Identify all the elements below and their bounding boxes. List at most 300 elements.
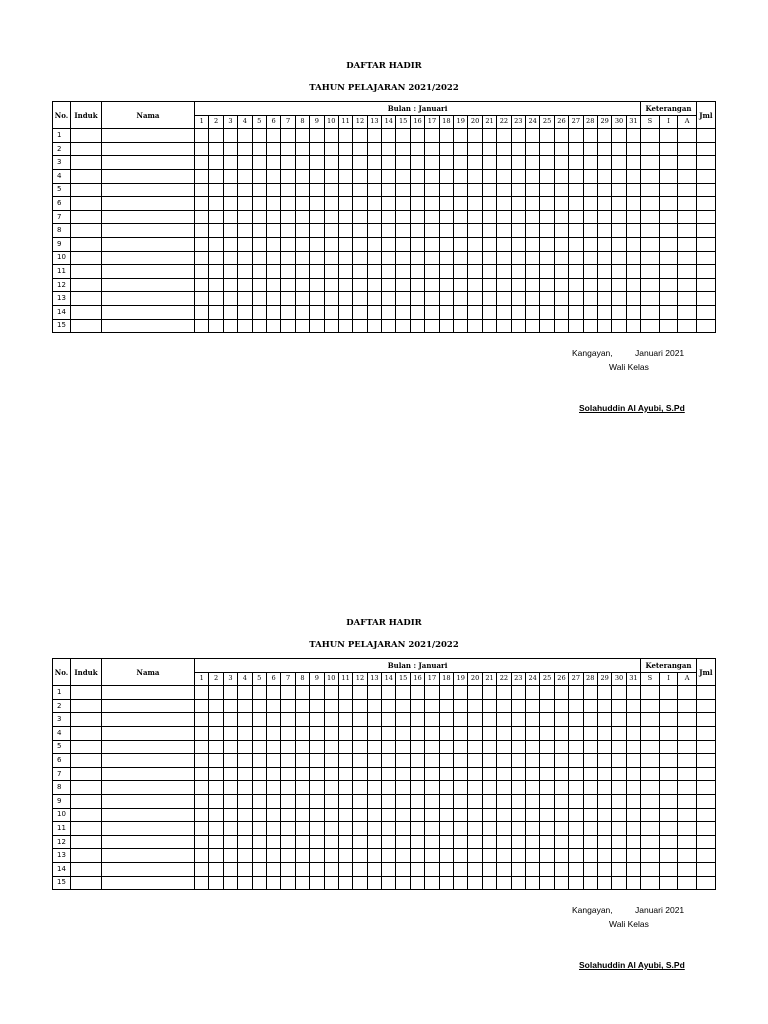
table-cell: [71, 794, 102, 808]
table-cell: [597, 129, 611, 143]
table-cell: [439, 183, 453, 197]
table-cell: [281, 319, 295, 333]
table-cell: [612, 197, 626, 211]
header-induk: Induk: [71, 102, 102, 129]
table-cell: [324, 794, 338, 808]
table-cell: [583, 251, 597, 265]
table-cell: [238, 767, 252, 781]
table-cell: [238, 849, 252, 863]
table-cell: [238, 183, 252, 197]
table-cell: [641, 781, 660, 795]
table-row: [53, 822, 716, 836]
table-cell: [468, 265, 482, 279]
table-cell: [367, 129, 381, 143]
header-day: 12: [353, 672, 367, 686]
table-cell: [195, 808, 209, 822]
header-day: 10: [324, 115, 338, 129]
table-cell: [696, 754, 715, 768]
table-cell: [295, 767, 309, 781]
row-number: 6: [53, 197, 71, 211]
table-cell: [454, 862, 468, 876]
table-cell: [482, 781, 496, 795]
table-cell: [195, 849, 209, 863]
table-cell: [497, 699, 511, 713]
table-cell: [439, 156, 453, 170]
table-cell: [439, 319, 453, 333]
table-cell: [410, 740, 424, 754]
table-cell: [659, 767, 678, 781]
table-cell: [554, 862, 568, 876]
table-cell: [482, 197, 496, 211]
table-cell: [266, 278, 280, 292]
table-cell: [71, 713, 102, 727]
table-cell: [382, 224, 396, 238]
table-cell: [425, 822, 439, 836]
table-cell: [410, 862, 424, 876]
table-cell: [497, 210, 511, 224]
table-cell: [439, 876, 453, 890]
table-cell: [569, 224, 583, 238]
table-cell: [468, 237, 482, 251]
table-cell: [266, 794, 280, 808]
table-cell: [525, 740, 539, 754]
table-cell: [238, 156, 252, 170]
table-cell: [612, 862, 626, 876]
table-cell: [382, 849, 396, 863]
table-cell: [252, 794, 266, 808]
table-cell: [511, 876, 525, 890]
table-cell: [696, 713, 715, 727]
table-cell: [310, 319, 324, 333]
table-cell: [454, 183, 468, 197]
table-cell: [281, 224, 295, 238]
table-cell: [252, 713, 266, 727]
header-day: 16: [410, 672, 424, 686]
table-cell: [252, 699, 266, 713]
table-cell: [468, 169, 482, 183]
table-cell: [439, 754, 453, 768]
table-cell: [425, 781, 439, 795]
table-cell: [382, 183, 396, 197]
header-day: 6: [266, 115, 280, 129]
table-cell: [482, 237, 496, 251]
table-cell: [324, 169, 338, 183]
table-cell: [554, 224, 568, 238]
table-cell: [195, 237, 209, 251]
header-day: 31: [626, 672, 640, 686]
table-cell: [252, 849, 266, 863]
table-cell: [353, 169, 367, 183]
table-cell: [223, 197, 237, 211]
table-cell: [482, 754, 496, 768]
table-cell: [324, 197, 338, 211]
table-cell: [102, 767, 195, 781]
table-cell: [195, 142, 209, 156]
table-cell: [569, 767, 583, 781]
header-day: 19: [454, 672, 468, 686]
header-bulan: Bulan : Januari: [195, 659, 641, 673]
table-cell: [367, 278, 381, 292]
table-cell: [439, 197, 453, 211]
table-cell: [569, 808, 583, 822]
table-cell: [439, 822, 453, 836]
table-cell: [223, 754, 237, 768]
table-cell: [353, 876, 367, 890]
table-cell: [612, 224, 626, 238]
table-cell: [410, 835, 424, 849]
table-cell: [678, 292, 697, 306]
table-cell: [382, 740, 396, 754]
table-cell: [454, 726, 468, 740]
table-cell: [612, 278, 626, 292]
attendance-table: [52, 658, 716, 890]
table-cell: [209, 713, 223, 727]
table-cell: [554, 142, 568, 156]
table-cell: [554, 726, 568, 740]
table-cell: [410, 197, 424, 211]
table-cell: [281, 835, 295, 849]
table-cell: [410, 169, 424, 183]
header-day: 11: [338, 672, 352, 686]
table-cell: [439, 862, 453, 876]
header-day: 1: [195, 115, 209, 129]
table-cell: [367, 224, 381, 238]
table-cell: [511, 808, 525, 822]
table-cell: [468, 835, 482, 849]
table-cell: [353, 251, 367, 265]
table-cell: [482, 183, 496, 197]
header-day: 2: [209, 115, 223, 129]
table-cell: [511, 183, 525, 197]
table-cell: [266, 862, 280, 876]
table-cell: [569, 781, 583, 795]
table-cell: [626, 197, 640, 211]
table-cell: [209, 224, 223, 238]
table-cell: [454, 767, 468, 781]
table-cell: [310, 713, 324, 727]
table-cell: [367, 699, 381, 713]
table-cell: [678, 713, 697, 727]
table-cell: [310, 237, 324, 251]
table-cell: [525, 699, 539, 713]
table-cell: [626, 726, 640, 740]
table-cell: [540, 319, 554, 333]
table-cell: [102, 265, 195, 279]
table-cell: [367, 292, 381, 306]
table-cell: [540, 169, 554, 183]
table-cell: [338, 876, 352, 890]
table-cell: [252, 169, 266, 183]
sheet-title: DAFTAR HADIR: [346, 61, 422, 71]
table-cell: [525, 237, 539, 251]
table-cell: [583, 237, 597, 251]
table-cell: [410, 794, 424, 808]
table-cell: [367, 726, 381, 740]
header-day: 17: [425, 115, 439, 129]
table-cell: [678, 210, 697, 224]
table-cell: [425, 808, 439, 822]
header-ket: I: [659, 672, 678, 686]
table-cell: [353, 237, 367, 251]
table-cell: [195, 183, 209, 197]
table-cell: [295, 808, 309, 822]
table-cell: [425, 197, 439, 211]
table-cell: [554, 319, 568, 333]
table-cell: [425, 835, 439, 849]
table-cell: [583, 808, 597, 822]
header-day: 20: [468, 672, 482, 686]
table-cell: [425, 129, 439, 143]
header-day: 9: [310, 672, 324, 686]
attendance-table: [52, 101, 716, 333]
table-cell: [338, 686, 352, 700]
table-cell: [410, 767, 424, 781]
table-cell: [612, 210, 626, 224]
table-cell: [583, 292, 597, 306]
table-cell: [497, 278, 511, 292]
table-cell: [612, 822, 626, 836]
table-cell: [353, 740, 367, 754]
table-cell: [425, 169, 439, 183]
row-number: 10: [53, 251, 71, 265]
table-cell: [626, 686, 640, 700]
table-cell: [238, 726, 252, 740]
table-cell: [612, 292, 626, 306]
table-cell: [102, 808, 195, 822]
table-cell: [554, 822, 568, 836]
table-cell: [281, 713, 295, 727]
table-cell: [338, 197, 352, 211]
table-cell: [382, 156, 396, 170]
table-cell: [597, 740, 611, 754]
table-cell: [659, 822, 678, 836]
header-no: No.: [53, 659, 71, 686]
table-cell: [367, 156, 381, 170]
table-cell: [338, 183, 352, 197]
table-cell: [439, 767, 453, 781]
table-cell: [468, 849, 482, 863]
table-cell: [659, 740, 678, 754]
table-row: [53, 183, 716, 197]
table-cell: [678, 822, 697, 836]
table-cell: [597, 876, 611, 890]
table-cell: [71, 740, 102, 754]
table-cell: [310, 767, 324, 781]
table-cell: [195, 835, 209, 849]
table-cell: [410, 210, 424, 224]
table-cell: [382, 767, 396, 781]
table-cell: [659, 156, 678, 170]
table-cell: [295, 183, 309, 197]
table-row: [53, 129, 716, 143]
table-cell: [511, 319, 525, 333]
table-cell: [324, 265, 338, 279]
table-cell: [612, 237, 626, 251]
table-cell: [425, 740, 439, 754]
table-cell: [641, 849, 660, 863]
row-number: 2: [53, 142, 71, 156]
table-cell: [612, 183, 626, 197]
table-cell: [195, 156, 209, 170]
table-cell: [525, 183, 539, 197]
table-cell: [468, 183, 482, 197]
table-cell: [569, 129, 583, 143]
table-cell: [281, 265, 295, 279]
row-number: 7: [53, 210, 71, 224]
table-cell: [338, 305, 352, 319]
table-cell: [252, 319, 266, 333]
table-cell: [425, 237, 439, 251]
table-cell: [102, 251, 195, 265]
table-cell: [410, 156, 424, 170]
table-cell: [338, 740, 352, 754]
table-cell: [223, 142, 237, 156]
table-cell: [678, 740, 697, 754]
table-cell: [497, 319, 511, 333]
table-cell: [641, 808, 660, 822]
table-cell: [310, 292, 324, 306]
table-cell: [554, 292, 568, 306]
table-cell: [583, 876, 597, 890]
table-row: [53, 767, 716, 781]
table-cell: [252, 197, 266, 211]
table-cell: [338, 849, 352, 863]
table-cell: [324, 129, 338, 143]
table-row: [53, 292, 716, 306]
table-cell: [525, 292, 539, 306]
table-cell: [209, 156, 223, 170]
table-cell: [554, 794, 568, 808]
table-cell: [195, 767, 209, 781]
table-cell: [238, 265, 252, 279]
table-cell: [353, 726, 367, 740]
table-cell: [540, 278, 554, 292]
table-cell: [425, 862, 439, 876]
header-day: 26: [554, 115, 568, 129]
table-cell: [659, 197, 678, 211]
table-cell: [382, 169, 396, 183]
table-cell: [396, 754, 410, 768]
table-cell: [454, 822, 468, 836]
table-cell: [195, 876, 209, 890]
table-cell: [554, 237, 568, 251]
row-number: 1: [53, 129, 71, 143]
table-cell: [678, 794, 697, 808]
table-cell: [338, 808, 352, 822]
table-cell: [482, 319, 496, 333]
table-cell: [324, 849, 338, 863]
table-cell: [266, 713, 280, 727]
table-cell: [367, 237, 381, 251]
table-cell: [439, 142, 453, 156]
table-cell: [439, 210, 453, 224]
table-cell: [396, 699, 410, 713]
table-cell: [223, 862, 237, 876]
table-cell: [678, 183, 697, 197]
table-cell: [353, 305, 367, 319]
table-cell: [659, 794, 678, 808]
table-cell: [597, 156, 611, 170]
table-cell: [223, 767, 237, 781]
table-cell: [569, 319, 583, 333]
table-cell: [223, 713, 237, 727]
table-cell: [238, 197, 252, 211]
table-cell: [482, 740, 496, 754]
table-cell: [439, 686, 453, 700]
table-cell: [696, 265, 715, 279]
table-cell: [396, 183, 410, 197]
table-cell: [209, 305, 223, 319]
table-cell: [425, 210, 439, 224]
table-cell: [569, 754, 583, 768]
table-cell: [659, 713, 678, 727]
table-cell: [382, 305, 396, 319]
table-cell: [540, 740, 554, 754]
table-cell: [525, 767, 539, 781]
table-cell: [353, 699, 367, 713]
table-cell: [410, 183, 424, 197]
table-cell: [569, 822, 583, 836]
table-cell: [482, 822, 496, 836]
table-cell: [382, 794, 396, 808]
table-cell: [612, 808, 626, 822]
table-cell: [597, 278, 611, 292]
table-cell: [382, 862, 396, 876]
table-cell: [310, 156, 324, 170]
table-cell: [324, 781, 338, 795]
table-row: [53, 278, 716, 292]
table-row: [53, 808, 716, 822]
table-cell: [612, 265, 626, 279]
table-cell: [102, 156, 195, 170]
table-cell: [425, 794, 439, 808]
table-cell: [382, 699, 396, 713]
table-cell: [597, 713, 611, 727]
table-cell: [439, 726, 453, 740]
table-cell: [626, 292, 640, 306]
table-cell: [195, 197, 209, 211]
header-day: 14: [382, 115, 396, 129]
table-cell: [102, 142, 195, 156]
table-cell: [338, 210, 352, 224]
table-cell: [497, 251, 511, 265]
table-cell: [497, 849, 511, 863]
table-cell: [511, 169, 525, 183]
table-cell: [382, 835, 396, 849]
table-cell: [511, 849, 525, 863]
signature-name: Solahuddin Al Ayubi, S.Pd: [579, 403, 685, 413]
table-cell: [454, 849, 468, 863]
table-cell: [540, 849, 554, 863]
table-cell: [209, 129, 223, 143]
header-day: 24: [525, 672, 539, 686]
table-cell: [612, 142, 626, 156]
header-day: 8: [295, 672, 309, 686]
table-cell: [511, 156, 525, 170]
table-cell: [468, 754, 482, 768]
table-cell: [396, 876, 410, 890]
table-cell: [266, 210, 280, 224]
table-cell: [223, 876, 237, 890]
table-cell: [482, 835, 496, 849]
table-cell: [626, 699, 640, 713]
table-cell: [612, 835, 626, 849]
table-cell: [102, 781, 195, 795]
table-cell: [641, 210, 660, 224]
table-cell: [252, 862, 266, 876]
table-cell: [195, 292, 209, 306]
table-cell: [367, 876, 381, 890]
